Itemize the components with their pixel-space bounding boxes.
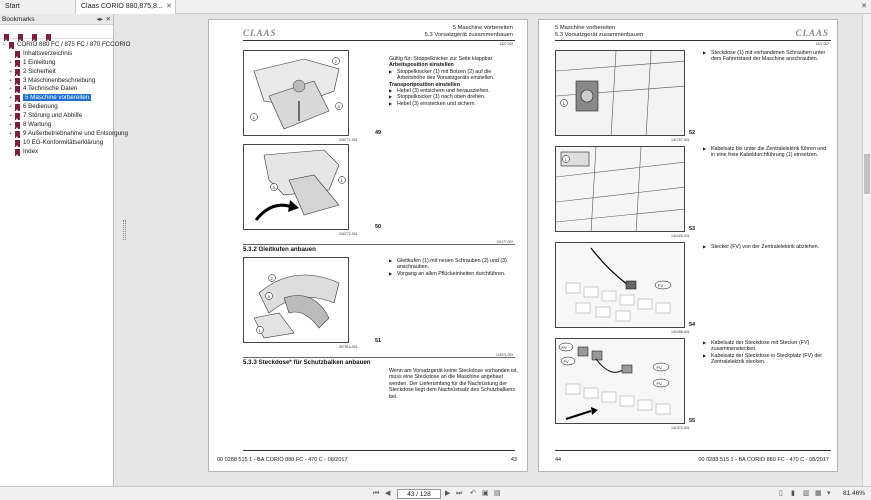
bookmark-item-selected[interactable] (0, 94, 113, 103)
expander-icon[interactable]: + (9, 86, 12, 93)
figure-52-image (555, 50, 685, 136)
header-chapter: 5 Maschine vorbereiten (555, 25, 616, 31)
bookmark-icon (15, 60, 20, 67)
instruction-step: ▶ Stecker (FV) von der Zentralelektrik abziehen. (703, 244, 831, 250)
window-close-icon[interactable]: ✕ (861, 3, 867, 10)
figure-51-code: 307910-001 (339, 345, 358, 349)
page-number: 43 (510, 457, 517, 463)
bookmarks-title: Bookmarks (2, 16, 35, 23)
previous-page-icon[interactable]: ◀ (385, 490, 391, 497)
zoom-level[interactable]: 81.46% (842, 490, 865, 497)
section-rule (243, 244, 515, 245)
last-page-icon[interactable]: ⏭ (456, 490, 463, 497)
text-block-fig53 (703, 146, 831, 159)
panel-splitter[interactable] (123, 220, 126, 240)
text-block-fig55 (703, 340, 831, 366)
expander-icon[interactable]: + (9, 113, 12, 120)
tab-document-label: Claas CORIO 880,875,8... (81, 3, 163, 10)
bookmarks-toolbar (0, 25, 113, 39)
bookmark-icon (15, 131, 20, 138)
instruction-step: ▶ Gleitkufen (1) mit neuen Schrauben (2) und (3) anschrauben. (389, 258, 519, 271)
skid-mounting-illustration (244, 258, 349, 343)
expander-icon[interactable]: + (9, 95, 12, 102)
expander-icon[interactable]: + (9, 122, 12, 129)
stubble-breaker-transport-position-illustration (244, 145, 349, 230)
two-page-view-icon[interactable]: ▥ (803, 490, 810, 497)
bookmark-item[interactable] (0, 139, 113, 148)
bookmark-item[interactable] (0, 77, 113, 86)
page-header (555, 25, 643, 39)
bookmark-label: Inhaltsverzeichnis (23, 49, 73, 57)
fv-label: FV (658, 283, 664, 288)
close-panel-icon[interactable]: ✕ (105, 16, 111, 23)
svg-text:1: 1 (252, 115, 255, 120)
bookmark-icon (15, 149, 20, 156)
section-rule (243, 357, 515, 358)
header-rule (555, 40, 831, 41)
bookmark-label: 9 Außerbetriebnahme und Entsorgung (23, 129, 128, 137)
figure-51-number: 51 (375, 338, 382, 344)
bookmark-item[interactable] (0, 85, 113, 94)
svg-text:2: 2 (270, 276, 273, 281)
figure-50-number: 50 (375, 224, 382, 230)
bookmark-item[interactable] (0, 103, 113, 112)
section-heading-steckdose: 5.3.3 Steckdose* für Schutzbalken anbauen (243, 359, 371, 366)
bookmark-icon (15, 122, 20, 129)
figure-55-code: 141070-001 (671, 426, 690, 430)
fv-label: FV (561, 345, 567, 350)
subheading-working-position: Arbeitsposition einstellen (389, 62, 454, 69)
doc-code: 101177-002 (496, 240, 513, 244)
page-header (425, 25, 513, 39)
header-chapter: 5 Maschine vorbereiten (452, 25, 513, 31)
add-bookmark-icon[interactable] (18, 28, 25, 36)
navigation-toolbar (0, 486, 871, 500)
figure-54-image (555, 242, 685, 328)
page-footer: 00 0288 515 1 - BA CORIO 880 FC - 470 C - 08/2017 (217, 457, 348, 463)
bookmark-icon[interactable] (4, 28, 11, 36)
scrollbar-thumb[interactable] (864, 154, 870, 194)
doc-code: 1827.002 (815, 42, 829, 46)
instruction-step: ▶ Stoppelknicker (1) nach oben drehen. (389, 94, 519, 100)
text-block-stubble-breaker (389, 56, 519, 107)
fv-label: FV (656, 381, 662, 386)
figure-52-code: 141767-001 (671, 138, 690, 142)
section-heading-gleitkufen: 5.3.2 Gleitkufen anbauen (243, 246, 316, 253)
delete-bookmark-icon[interactable] (46, 28, 53, 36)
cable-routing-illustration (556, 147, 685, 232)
bookmark-item[interactable] (0, 59, 113, 68)
single-page-view-icon[interactable]: ▯ (779, 490, 783, 497)
socket-mounting-illustration (556, 51, 685, 136)
bookmark-item[interactable] (0, 112, 113, 121)
instruction-step: ▶ Kabelsatz der Steckdose mit Stecker (FV) zusammenstecken. (703, 340, 831, 353)
instruction-step: ▶ Vorgang an allen Pflückeinheiten durchführen. (389, 271, 519, 277)
claas-logo: CLAAS (243, 28, 277, 38)
bookmark-label: 10 EG-Konformitätserklärung (23, 138, 104, 146)
instruction-step: ▶ Steckdose (1) mit vorhandenen Schrauben unter dem Fahrerstand der Maschine anschrauben. (703, 50, 831, 63)
svg-text:3: 3 (337, 104, 340, 109)
screenshot-icon[interactable]: ▣ (482, 490, 489, 497)
figure-50-image (243, 144, 349, 230)
text-block-fig54 (703, 244, 831, 250)
figure-55-number: 55 (689, 418, 696, 424)
bookmarks-header (0, 14, 113, 25)
svg-text:2: 2 (334, 59, 337, 64)
doc-code: 141971-003 (495, 353, 513, 357)
page-number-input[interactable]: 43 / 128 (397, 489, 441, 499)
bookmark-icon (15, 95, 20, 102)
expander-icon[interactable]: + (9, 77, 12, 84)
svg-text:1: 1 (340, 178, 343, 183)
figure-53-code: 141025-001 (671, 234, 690, 238)
bookmarks-list (0, 39, 131, 157)
bookmark-label: 2 Sicherheit (23, 67, 56, 75)
expander-icon[interactable]: + (9, 130, 12, 137)
facing-view-icon[interactable]: ▦ (815, 490, 822, 497)
back-icon[interactable]: ↶ (470, 490, 476, 497)
figure-52-number: 52 (689, 130, 696, 136)
text-block-fig52 (703, 50, 831, 63)
figure-53-image (555, 146, 685, 232)
pdf-page-44 (538, 19, 838, 472)
bookmark-label: 3 Maschinenbeschreibung (23, 76, 96, 84)
text-block-socket: Wenn am Vorsatzgerät keine Steckdose vorhanden ist, muss eine Steckdose an die Maschine angebaut werden. Der Lieferumfang für die Nachrüstung der Steckdose liegt dem Nachrüstsatz des Schutzbalkens bei. (389, 368, 518, 400)
next-page-icon[interactable]: ▶ (445, 490, 451, 497)
bookmark-icon (9, 42, 14, 49)
figure-49-code: 316771-001 (339, 138, 358, 142)
footer-rule (243, 450, 515, 451)
text-block-skids (389, 258, 519, 277)
figure-51-image (243, 257, 349, 343)
vertical-scrollbar[interactable] (862, 14, 871, 486)
expander-icon[interactable]: − (3, 42, 6, 48)
bookmark-item[interactable] (0, 148, 113, 157)
svg-text:1: 1 (564, 157, 567, 162)
figure-54-number: 54 (689, 322, 696, 328)
bookmark-label: 4 Technische Daten (23, 85, 78, 93)
bookmark-label: 7 Störung und Abhilfe (23, 112, 83, 120)
claas-logo: CLAAS (795, 28, 829, 38)
bookmark-icon (15, 78, 20, 85)
page-number: 44 (555, 457, 562, 463)
bookmark-label: 1 Einleitung (23, 58, 56, 66)
svg-text:1: 1 (258, 328, 261, 333)
figure-53-number: 53 (689, 226, 696, 232)
fv-label: FV (563, 359, 569, 364)
first-page-icon[interactable]: ⏮ (373, 490, 380, 497)
svg-text:3: 3 (267, 294, 270, 299)
header-rule (243, 40, 515, 41)
header-section: 5.3 Vorsatzgerät zusammenbauen (424, 32, 513, 38)
bookmark-item[interactable] (0, 121, 113, 130)
bookmark-label: CORIO 880 FC / 875 FC / 870 FCCORIO (17, 41, 131, 48)
zoom-dropdown-icon[interactable]: ▾ (827, 490, 831, 497)
pdf-page-43 (208, 19, 528, 472)
stubble-breaker-working-position-illustration (244, 51, 349, 136)
header-section: 5.3 Vorsatzgerät zusammenbauen (555, 32, 644, 38)
svg-text:1: 1 (562, 101, 565, 106)
tab-start-label: Start (5, 3, 20, 10)
bookmark-label: 5 Maschine vorbereiten (25, 94, 90, 102)
expander-icon[interactable]: + (9, 59, 12, 66)
tab-document[interactable] (76, 0, 176, 14)
bookmarks-panel (0, 14, 131, 486)
svg-text:3: 3 (272, 185, 275, 190)
figure-50-code: 316772-001 (339, 232, 358, 236)
bookmark-label: Index (23, 147, 39, 155)
close-tab-icon[interactable]: ✕ (166, 3, 172, 10)
expand-bookmarks-icon[interactable] (32, 28, 39, 36)
expander-icon[interactable]: + (9, 68, 12, 75)
subheading-transport-position: Transportposition einstellen (389, 81, 460, 88)
expander-icon[interactable]: + (9, 104, 12, 111)
tab-bar (0, 0, 871, 14)
bookmark-icon (15, 104, 20, 111)
continuous-view-icon[interactable]: ▮ (791, 490, 795, 497)
instruction-step: ▶ Hebel (3) entsichern und herausziehen. (389, 88, 519, 94)
bookmark-item[interactable] (0, 41, 131, 50)
instruction-step: ▶ Kabelsatz der Steckdose in Steckplatz (FV) der Zentralelektrik stecken. (703, 353, 831, 366)
bookmark-icon (15, 51, 20, 58)
bookmark-label: 6 Bedienung (23, 103, 58, 111)
bookmark-icon (15, 113, 20, 120)
figure-49-number: 49 (375, 130, 382, 136)
footer-rule (555, 450, 831, 451)
bookmark-icon (15, 69, 20, 76)
fv-label: FV (656, 365, 662, 370)
validity-note: Gültig für: Stoppelknicker zur Seite klappbar (389, 56, 493, 62)
bookmark-icon (15, 140, 20, 147)
bookmark-label: 8 Wartung (23, 121, 52, 129)
plug-connection-illustration (556, 339, 685, 424)
instruction-step: ▶ Hebel (3) einstecken und sichern. (389, 101, 519, 107)
doc-code: 1827.002 (499, 42, 513, 46)
instruction-step: ▶ Stoppelknicker (1) mit Bolzen (2) auf die Arbeitshöhe des Vorsatzgeräts einstellen. (389, 69, 519, 82)
figure-55-image (555, 338, 685, 424)
bookmark-item[interactable] (0, 50, 113, 59)
instruction-step: ▶ Kabelsatz bis unter die Zentralelektrik führen und in eine freie Kabeldurchführung (1) einsetzen. (703, 146, 831, 159)
bookmark-icon (15, 86, 20, 93)
bookmark-item[interactable] (0, 68, 113, 77)
bookmark-item[interactable] (0, 129, 128, 139)
figure-54-code: 141098-001 (671, 330, 690, 334)
central-electrics-plug-illustration (556, 243, 685, 328)
tab-start[interactable] (0, 0, 76, 14)
figure-49-image (243, 50, 349, 136)
collapse-panel-icon[interactable]: ◂▸ (96, 16, 103, 23)
page-footer: 00 0288 515 1 - BA CORIO 880 FC - 470 C - 08/2017 (698, 457, 829, 463)
fit-page-icon[interactable]: ▤ (494, 490, 501, 497)
